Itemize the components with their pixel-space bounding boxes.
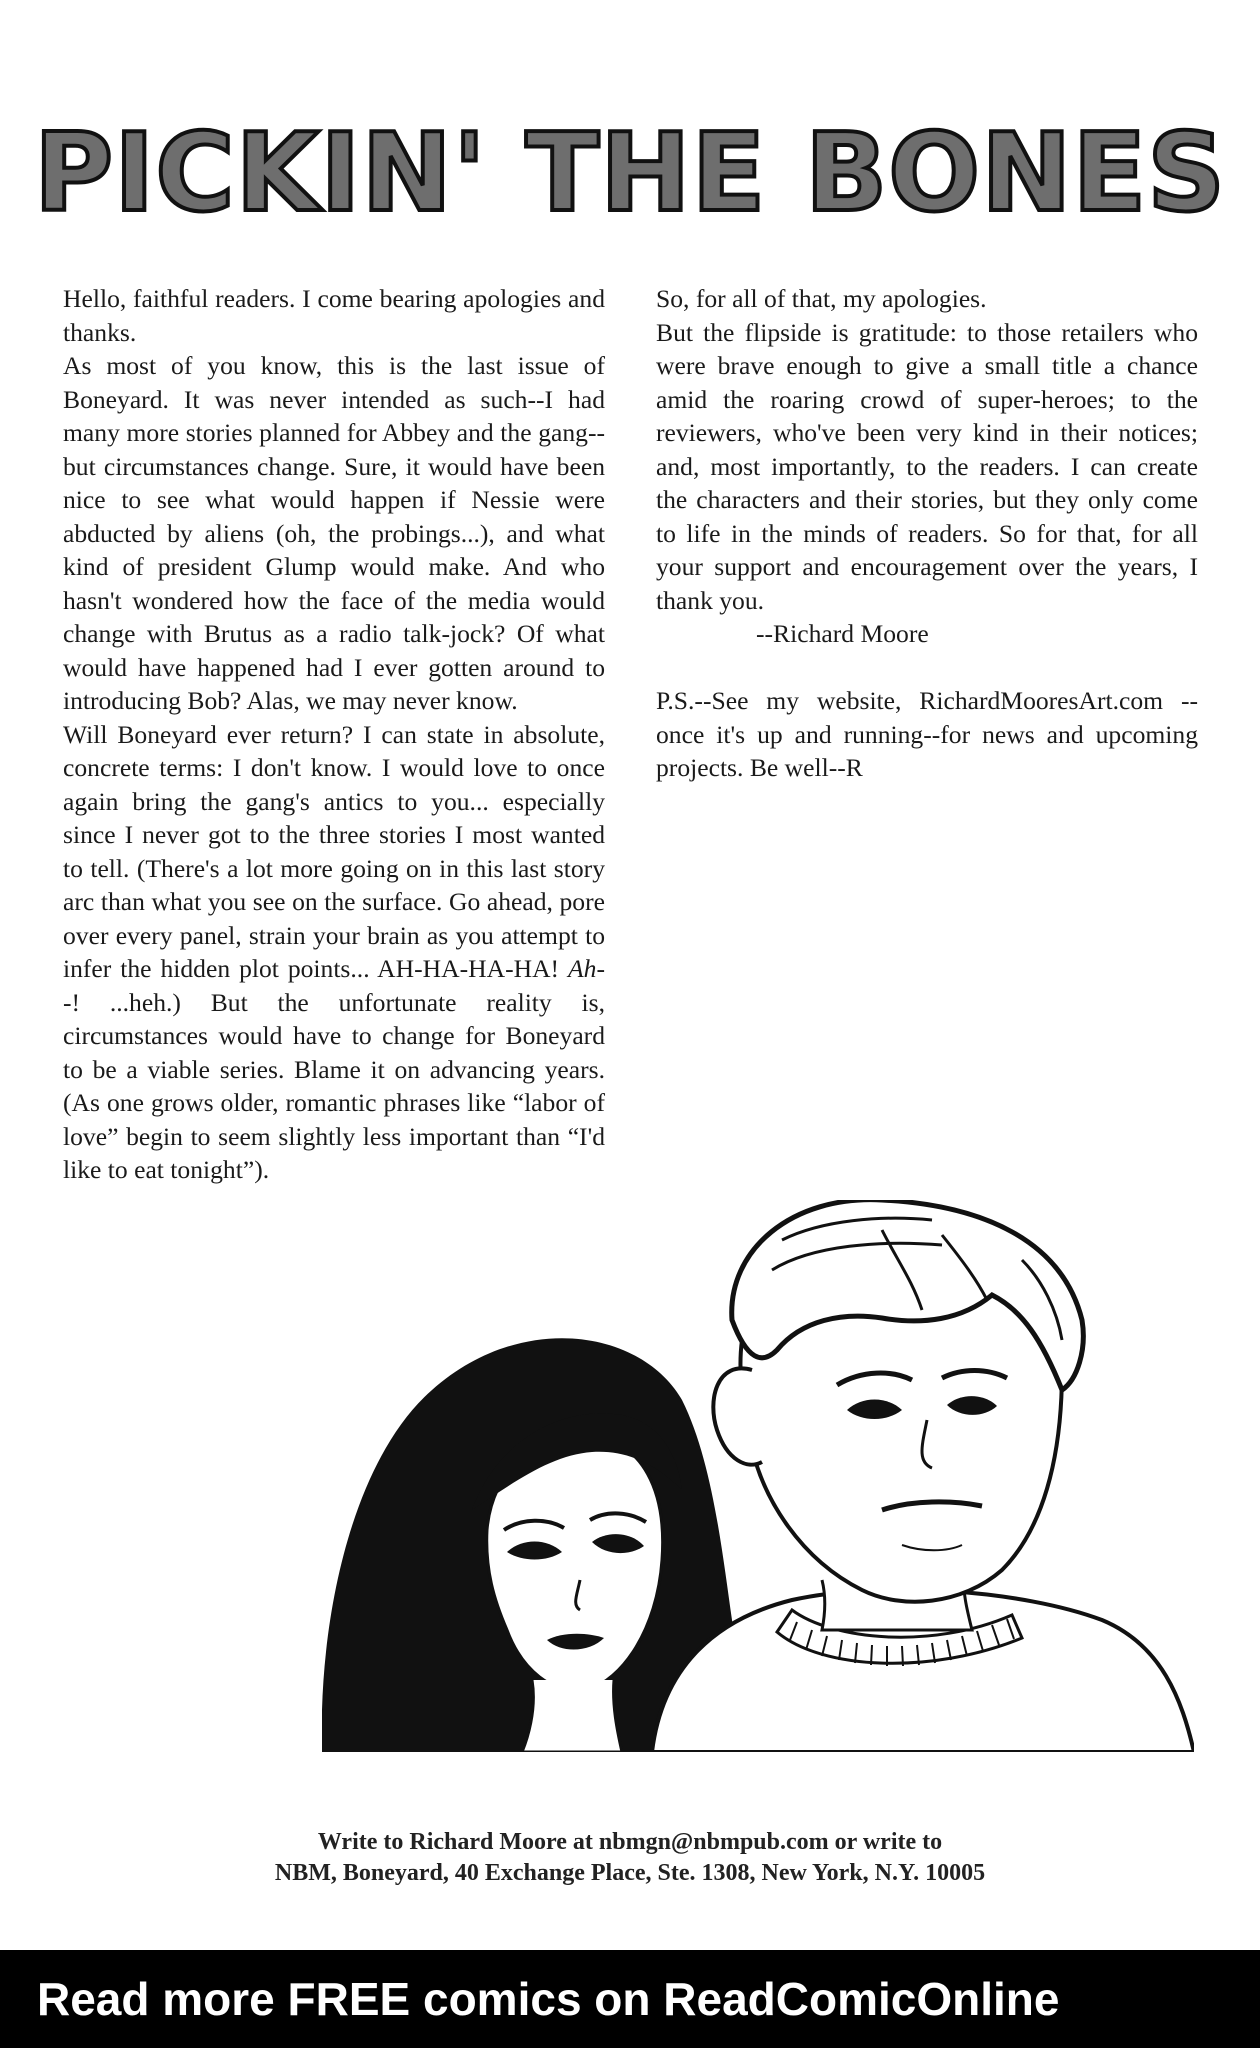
signature: --Richard Moore xyxy=(756,619,929,648)
paragraph-return xyxy=(63,718,605,1187)
promo-banner[interactable]: Read more FREE comics on ReadComicOnline xyxy=(0,1950,1260,2048)
spacer xyxy=(656,651,1198,685)
contact-info xyxy=(0,1827,1260,1889)
page-title: PICKIN' THE BONES xyxy=(33,111,1227,237)
contact-line-email: Write to Richard Moore at nbmgn@nbmpub.com or write to xyxy=(317,1829,943,1855)
paragraph-return-end: --! ...heh.) But the unfortunate reality is, circumstances would have to change for Boneyard to be a viable series. Blame it on advancing years. (As one grows older, romantic phrases like “labor of love” begin to seem slightly less important than “I'd like to eat tonight”). xyxy=(63,954,605,1184)
paragraph-return-italic: Ah xyxy=(568,954,597,983)
paragraph-last-issue: As most of you know, this is the last issue of Boneyard. It was never intended as such--I had many more stories planned for Abbey and the gang--but circumstances change. Sure, it would have been nice to see what would happen if Nessie were abducted by aliens (oh, the probings...), and what kind of president Glump would make. And who hasn't wondered how the face of the media would change with Brutus as a radio talk-jock? Of what would have happened had I ever gotten around to introducing Bob? Alas, we may never know. xyxy=(63,351,605,715)
letter-right-column xyxy=(656,282,1198,785)
postscript: P.S.--See my website, RichardMooresArt.com -- once it's up and running--for news and upcoming projects. Be well--R xyxy=(656,686,1198,782)
girl-neck xyxy=(522,1680,622,1752)
paragraph-greeting: Hello, faithful readers. I come bearing apologies and thanks. xyxy=(63,284,605,347)
paragraph-apologies: So, for all of that, my apologies. xyxy=(656,284,987,313)
paragraph-gratitude: But the flipside is gratitude: to those retailers who were brave enough to give a small title a chance amid the roaring crowd of super-heroes; to the reviewers, who've been very kind in their notices; and, most importantly, to the readers. I can create the characters and their stories, but they only come to life in the minds of readers. So for that, for all your support and encouragement over the years, I thank you. xyxy=(656,317,1198,615)
paragraph-return-start: Will Boneyard ever return? I can state in absolute, concrete terms: I don't know. I would love to once again bring the gang's antics to you... especially since I never got to the three stories I most wanted to tell. (There's a lot more going on in this last story arc than what you see on the surface. Go ahead, pore over every panel, strain your brain as you attempt to infer the hidden plot points... AH-HA-HA-HA! xyxy=(63,719,605,983)
contact-line-address: NBM, Boneyard, 40 Exchange Place, Ste. 1308, New York, N.Y. 10005 xyxy=(274,1860,986,1886)
two-characters-illustration xyxy=(322,1200,1194,1752)
letter-left-column xyxy=(63,282,605,1187)
